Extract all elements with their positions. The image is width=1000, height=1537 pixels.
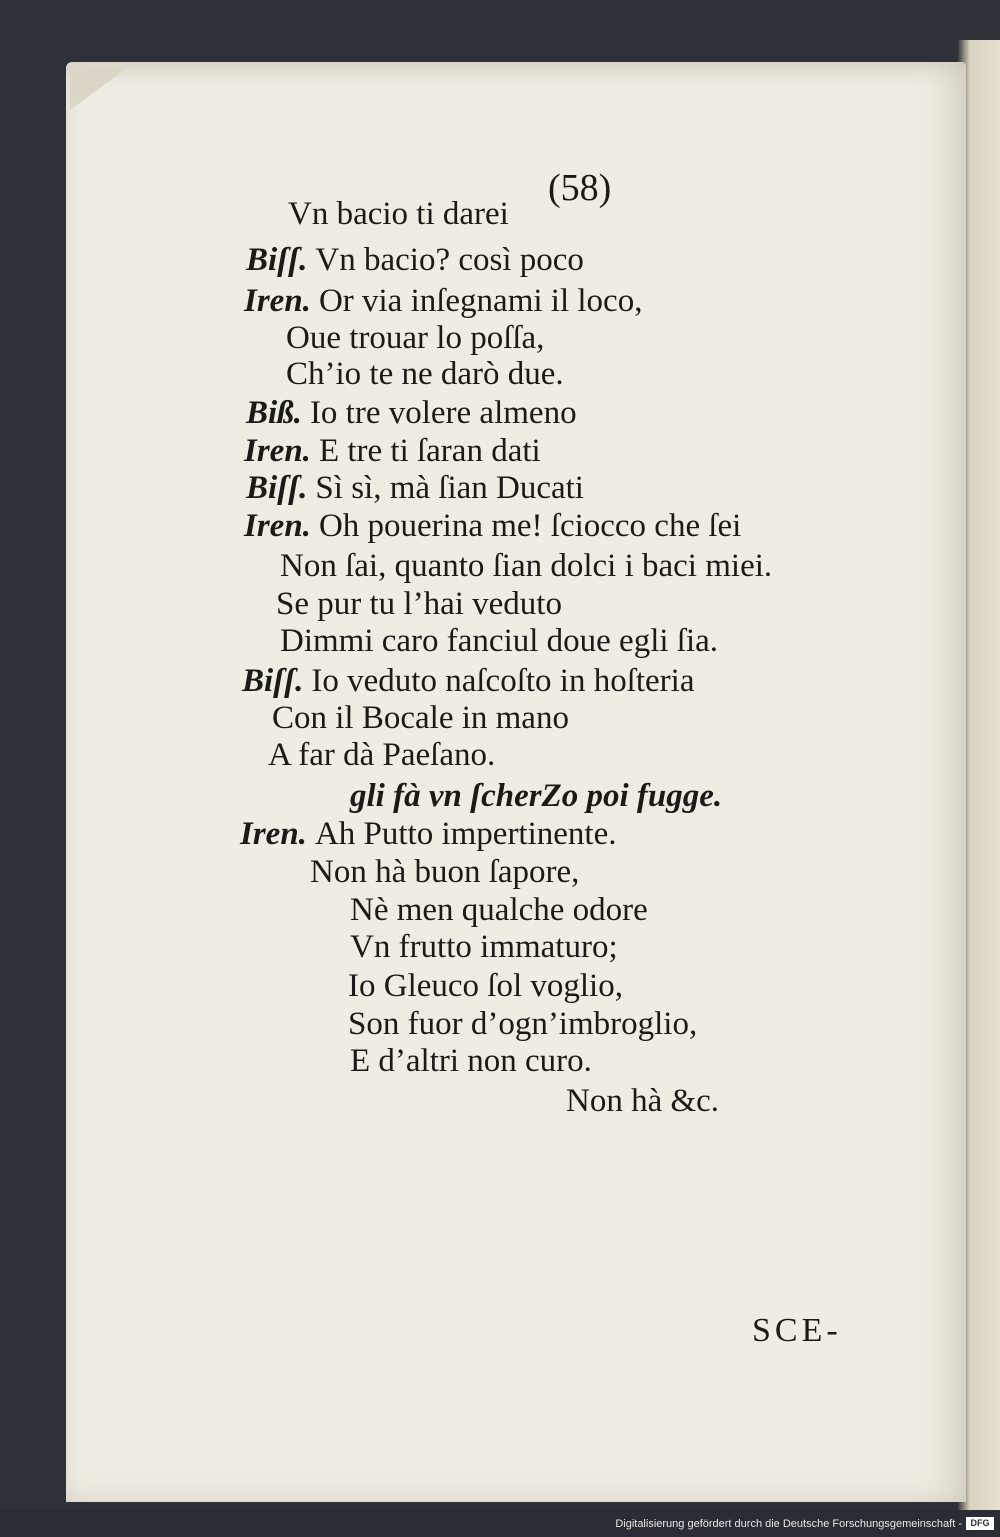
verse-line: Iren. Or via inſegnami il loco, xyxy=(244,283,643,319)
verse-line: Biſſ. Sì sì, mà ſian Ducati xyxy=(246,470,584,506)
verse-line: Ch’io te ne darò due. xyxy=(286,356,564,392)
verse-line: Biß. Io tre volere almeno xyxy=(246,395,577,431)
verse-line: Son fuor d’ogn’imbroglio, xyxy=(348,1006,698,1042)
verse-line: Dimmi caro fanciul doue egli ſia. xyxy=(280,623,719,659)
verse-line: A far dà Paeſano. xyxy=(268,737,496,773)
catchword: SCE- xyxy=(752,1312,842,1349)
funding-credit: Digitalisierung gefördert durch die Deutsche Forschungsgemeinschaft - xyxy=(615,1518,962,1530)
verse-line: Iren. Oh pouerina me! ſciocco che ſei xyxy=(244,508,742,544)
verse-line: Iren. Ah Putto impertinente. xyxy=(240,816,617,852)
dfg-logo-icon: DFG xyxy=(966,1517,994,1530)
stage-direction: gli fà vn ſcherZo poi fugge. xyxy=(350,778,723,814)
verse-line: Non hà &c. xyxy=(566,1083,720,1119)
verse-line: Nè men qualche odore xyxy=(350,892,648,928)
verse-line: Io Gleuco ſol voglio, xyxy=(348,968,623,1004)
verse-line: Con il Bocale in mano xyxy=(272,700,569,736)
verse-line: Non hà buon ſapore, xyxy=(310,854,580,890)
verse-line: Iren. E tre ti ſaran dati xyxy=(244,433,541,469)
verse-line: Se pur tu l’hai veduto xyxy=(276,586,562,622)
verse-line: Vn bacio ti darei xyxy=(288,196,509,232)
verse-line: Non ſai, quanto ſian dolci i baci miei. xyxy=(280,548,773,584)
verse-line: Biſſ. Vn bacio? così poco xyxy=(246,242,584,278)
page-number: (58) xyxy=(548,167,612,209)
verse-line: Vn frutto immaturo; xyxy=(350,929,618,965)
verse-line: Biſſ. Io veduto naſcoſto in hoſteria xyxy=(242,663,695,699)
verse-line: Oue trouar lo poſſa, xyxy=(286,320,545,356)
verse-line: E d’altri non curo. xyxy=(350,1043,592,1079)
